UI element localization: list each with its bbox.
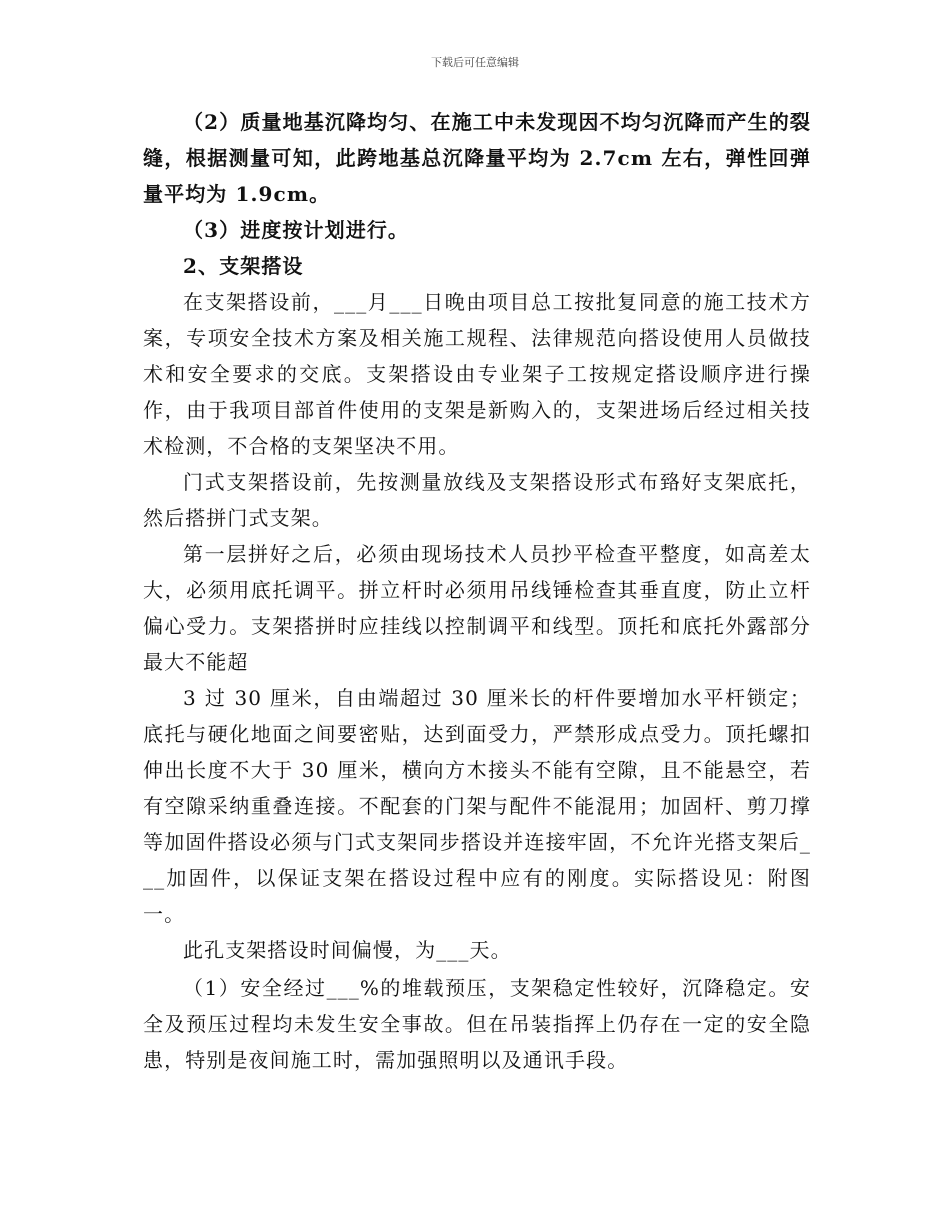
paragraph-exposure-limits: 3 过 30 厘米，自由端超过 30 厘米长的杆件要增加水平杆锁定；底托与硬化地面之间要密贴，达到面受力，严禁形成点受力。顶托螺扣伸出长度不大于 30 厘米，横向方木接头不能有空隙，且不能悬空，若有空隙采纳重叠连接。不配套的门架与配件不能混用；加固杆、剪刀撑等加固件搭设必须与门式支架同步搭设并连接牢固，不允许光搭支架后___加固件，以保证支架在搭设过程中应有的刚度。实际搭设见：附图一。: [143, 686, 811, 926]
section-heading-support-erection: 2、支架搭设: [183, 254, 304, 278]
paragraph-quality: （2）质量地基沉降均匀、在施工中未发现因不均匀沉降而产生的裂缝，根据测量可知，此跨地基总沉降量平均为 2.7cm 左右，弹性回弹量平均为 1.9cm。: [143, 110, 811, 206]
paragraph-progress: （3）进度按计划进行。: [183, 218, 410, 242]
paragraph-pre-erection-briefing: 在支架搭设前，___月___日晚由项目总工按批复同意的施工技术方案，专项安全技术方案及相关施工规程、法律规范向搭设使用人员做技术和安全要求的交底。支架搭设由专业架子工按规定搭设顺序进行操作，由于我项目部首件使用的支架是新购入的，支架进场后经过相关技术检测，不合格的支架坚决不用。: [143, 290, 811, 458]
paragraph-safety: （1）安全经过___%的堆载预压，支架稳定性较好，沉降稳定。安全及预压过程均未发生安全事故。但在吊装指挥上仍存在一定的安全隐患，特别是夜间施工时，需加强照明以及通讯手段。: [143, 976, 811, 1072]
paragraph-erection-time: 此孔支架搭设时间偏慢，为___天。: [183, 938, 512, 962]
document-body: [143, 104, 811, 1078]
page-header: 下载后可任意编辑: [431, 56, 519, 69]
paragraph-portal-support: 门式支架搭设前，先按测量放线及支架搭设形式布臵好支架底托，然后搭拼门式支架。: [143, 470, 811, 530]
paragraph-first-layer: 第一层拼好之后，必须由现场技术人员抄平检查平整度，如高差太大，必须用底托调平。拼立杆时必须用吊线锤检查其垂直度，防止立杆偏心受力。支架搭拼时应挂线以控制调平和线型。顶托和底托外露部分最大不能超: [143, 542, 811, 674]
